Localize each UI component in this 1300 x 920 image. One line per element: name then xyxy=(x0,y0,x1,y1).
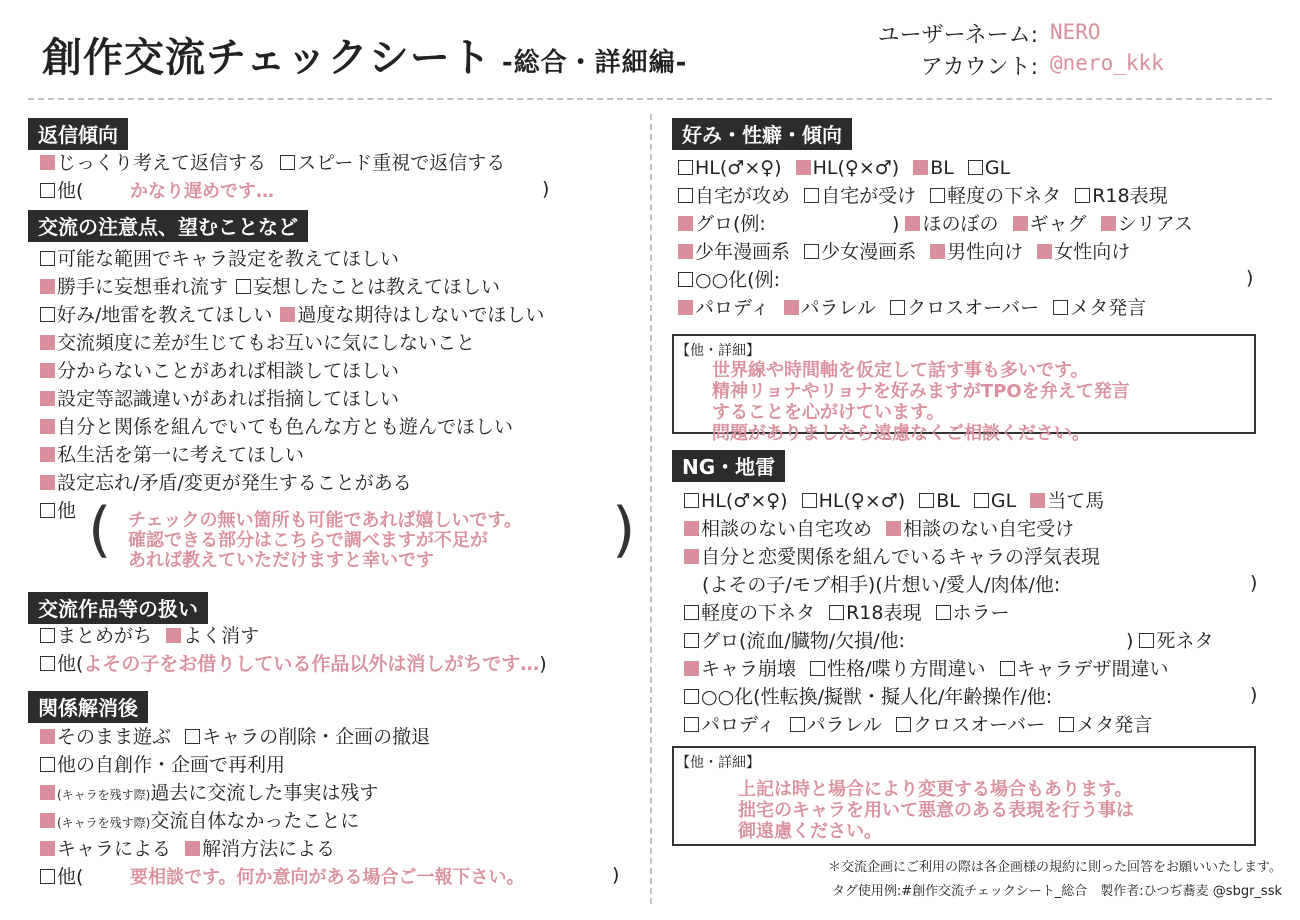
checkbox-checked[interactable] xyxy=(40,729,55,744)
checkbox-checked[interactable] xyxy=(40,841,55,856)
notes-other-line-3: あれば教えていただけますと幸いです xyxy=(128,550,434,571)
reply-other-text: かなり遅めです… xyxy=(130,181,274,202)
prefs-row-4: 少年漫画系 少女漫画系 男性向け 女性向け xyxy=(678,239,1130,265)
checkbox-checked[interactable] xyxy=(684,549,699,564)
checkbox-checked[interactable] xyxy=(40,335,55,350)
checkbox[interactable] xyxy=(185,729,200,744)
list-item: 可能な範囲でキャラ設定を教えてほしい xyxy=(40,246,399,272)
checkbox[interactable] xyxy=(678,160,693,175)
username-value: NERO xyxy=(1050,20,1101,44)
prefs-row-3: グロ(例: xyxy=(678,211,766,237)
checkbox[interactable] xyxy=(678,272,693,287)
notes-close-paren: ) xyxy=(612,495,636,565)
prefs-row-6: パロディ パラレル クロスオーバー メタ発言 xyxy=(678,295,1146,321)
ng-detail-line-3: 御遠慮ください。 xyxy=(738,821,882,842)
ng-row-1: HL(♂×♀) HL(♀×♂) BL GL 当て馬 xyxy=(684,488,1104,514)
list-item: 自分と関係を組んでいても色んな方とも遊んでほしい xyxy=(40,414,513,440)
checkbox[interactable] xyxy=(684,717,699,732)
divider-middle xyxy=(650,114,652,904)
checkbox[interactable] xyxy=(930,188,945,203)
prefs-row-5-close: ) xyxy=(1246,267,1254,289)
list-item: 設定忘れ/矛盾/変更が発生することがある xyxy=(40,470,412,496)
checkbox-checked[interactable] xyxy=(684,661,699,676)
checkbox[interactable] xyxy=(40,183,55,198)
title-main: 創作交流チェックシート xyxy=(42,35,492,81)
username-label: ユーザーネーム: xyxy=(877,23,1038,48)
section-works-title: 交流作品等の扱い xyxy=(28,592,208,624)
checkbox-checked[interactable] xyxy=(40,363,55,378)
checkbox-checked[interactable] xyxy=(913,160,928,175)
prefs-row-1: HL(♂×♀) HL(♀×♂) BL GL xyxy=(678,155,1010,181)
list-item: 設定等認識違いがあれば指摘してほしい xyxy=(40,386,399,412)
checkbox[interactable] xyxy=(810,661,825,676)
checkbox[interactable] xyxy=(678,188,693,203)
checkbox-checked[interactable] xyxy=(185,841,200,856)
checkbox[interactable] xyxy=(40,503,55,518)
ng-row-5: グロ(流血/臓物/欠損/他: xyxy=(684,628,905,654)
checkbox-checked[interactable] xyxy=(40,155,55,170)
checkbox-checked[interactable] xyxy=(678,216,693,231)
ng-row-3: 自分と恋愛関係を組んでいるキャラの浮気表現 xyxy=(684,544,1100,570)
dissolve-row-2: 他の自創作・企画で再利用 xyxy=(40,752,285,778)
checkbox[interactable] xyxy=(40,869,55,884)
checkbox[interactable] xyxy=(1000,661,1015,676)
checkbox[interactable] xyxy=(684,689,699,704)
footer-credit: タグ使用例:#創作交流チェックシート_総合 製作者:ひつぢ蕎麦 @sbgr_ssk xyxy=(831,884,1282,899)
checkbox[interactable] xyxy=(804,188,819,203)
notes-other-line-1: チェックの無い箇所も可能であれば嬉しいです。 xyxy=(128,510,523,531)
footer-note: ＊交流企画にご利用の際は各企画様の規約に則った回答をお願いいたします。 xyxy=(828,860,1282,875)
checkbox[interactable] xyxy=(1139,633,1154,648)
checkbox-checked[interactable] xyxy=(678,300,693,315)
dissolve-row-1: そのまま遊ぶ キャラの削除・企画の撤退 xyxy=(40,724,430,750)
checkbox-checked[interactable] xyxy=(905,216,920,231)
checkbox-checked[interactable] xyxy=(40,447,55,462)
section-reply-title: 返信傾向 xyxy=(28,118,128,150)
list-item: 分からないことがあれば相談してほしい xyxy=(40,358,399,384)
checkbox-checked[interactable] xyxy=(1037,244,1052,259)
checkbox-checked[interactable] xyxy=(678,244,693,259)
reply-close-paren: ) xyxy=(542,178,550,200)
prefs-detail-line-1: 世界線や時間軸を仮定して話す事も多いです。 xyxy=(712,360,1089,381)
ng-row-2: 相談のない自宅攻め 相談のない自宅受け xyxy=(684,516,1074,542)
notes-other-line-2: 確認できる部分はこちらで調べますが不足が xyxy=(128,530,488,551)
checkbox[interactable] xyxy=(936,605,951,620)
checkbox-checked[interactable] xyxy=(40,475,55,490)
reply-row-1: じっくり考えて返信する スピード重視で返信する xyxy=(40,150,505,176)
checkbox-checked[interactable] xyxy=(684,521,699,536)
checkbox-checked[interactable] xyxy=(1013,216,1028,231)
checkbox[interactable] xyxy=(896,717,911,732)
checkbox[interactable] xyxy=(40,757,55,772)
ng-row-8: パロディ パラレル クロスオーバー メタ発言 xyxy=(684,712,1152,738)
reply-row-other: 他( xyxy=(40,178,83,204)
checkbox-checked[interactable] xyxy=(40,785,55,800)
checkbox[interactable] xyxy=(684,605,699,620)
ng-row-6: キャラ崩壊 性格/喋り方間違い キャラデザ間違い xyxy=(684,656,1169,682)
checkbox-checked[interactable] xyxy=(40,419,55,434)
checkbox[interactable] xyxy=(684,633,699,648)
dissolve-row-3: (キャラを残す際)過去に交流した事実は残す xyxy=(40,780,378,806)
checkbox-checked[interactable] xyxy=(1101,216,1116,231)
dissolve-row-5: キャラによる 解消方法による xyxy=(40,836,335,862)
works-row-other: 他(よその子をお借りしている作品以外は消しがちです…) xyxy=(40,651,547,677)
checkbox[interactable] xyxy=(790,717,805,732)
checkbox[interactable] xyxy=(1053,300,1068,315)
dissolve-row-4: (キャラを残す際)交流自体なかったことに xyxy=(40,808,359,834)
section-ng-title: NG・地雷 xyxy=(672,450,785,482)
ng-row-4: 軽度の下ネタ R18表現 ホラー xyxy=(684,600,1010,626)
dissolve-row-other: 他( xyxy=(40,864,83,890)
prefs-row-2: 自宅が攻め 自宅が受け 軽度の下ネタ R18表現 xyxy=(678,183,1168,209)
account-value: @nero_kkk xyxy=(1050,51,1164,75)
ng-detail-line-2: 拙宅のキャラを用いて悪意のある表現を行う事は xyxy=(738,800,1134,821)
ng-row-7: ○○化(性転換/擬獣・擬人化/年齢操作/他: xyxy=(684,684,1052,710)
checkbox[interactable] xyxy=(1075,188,1090,203)
ng-row-5b: ) 死ネタ xyxy=(1126,630,1214,652)
ng-row-3b: (よその子/モブ相手)(片想い/愛人/肉体/他: xyxy=(702,574,1061,596)
checkbox-checked[interactable] xyxy=(784,300,799,315)
section-notes-title: 交流の注意点、望むことなど xyxy=(28,210,308,242)
list-item: 私生活を第一に考えてほしい xyxy=(40,442,304,468)
notes-open-paren: ( xyxy=(88,495,112,565)
prefs-detail-line-2: 精神リョナやリョナを好みますがTPOを弁えて発言 xyxy=(712,381,1130,402)
checkbox[interactable] xyxy=(1059,717,1074,732)
checkbox[interactable] xyxy=(40,251,55,266)
checkbox-checked[interactable] xyxy=(40,813,55,828)
section-prefs-title: 好み・性癖・傾向 xyxy=(672,118,852,150)
section-dissolve-title: 関係解消後 xyxy=(28,691,148,723)
title-sub: -総合・詳細編- xyxy=(501,48,688,78)
checkbox[interactable] xyxy=(890,300,905,315)
prefs-detail-line-3: することを心がけています。 xyxy=(712,402,945,423)
checkbox-checked[interactable] xyxy=(886,521,901,536)
checkbox[interactable] xyxy=(968,160,983,175)
list-item: 好み/地雷を教えてほしい 過度な期待はしないでほしい xyxy=(40,302,544,328)
checkbox-checked[interactable] xyxy=(40,391,55,406)
checkbox[interactable] xyxy=(829,605,844,620)
dissolve-close-paren: ) xyxy=(612,864,620,886)
checkbox[interactable] xyxy=(974,493,989,508)
divider-top xyxy=(28,98,1272,100)
notes-other: 他 xyxy=(40,498,76,524)
checkbox[interactable] xyxy=(40,656,55,671)
checkbox-checked[interactable] xyxy=(280,307,295,322)
ng-detail-label: 【他・詳細】 xyxy=(674,752,762,772)
prefs-detail-label: 【他・詳細】 xyxy=(674,340,762,360)
checkbox[interactable] xyxy=(40,628,55,643)
checkbox[interactable] xyxy=(40,307,55,322)
prefs-row-5: ○○化(例: xyxy=(678,267,780,293)
checkbox[interactable] xyxy=(236,279,251,294)
works-row-1: まとめがち よく消す xyxy=(40,623,259,649)
checkbox-checked[interactable] xyxy=(930,244,945,259)
checkbox[interactable] xyxy=(280,155,295,170)
checkbox[interactable] xyxy=(802,493,817,508)
list-item: 勝手に妄想垂れ流す 妄想したことは教えてほしい xyxy=(40,274,500,300)
prefs-row-3b: ) ほのぼの ギャグ シリアス xyxy=(892,213,1193,235)
page-title xyxy=(42,26,687,83)
checkbox-checked[interactable] xyxy=(166,628,181,643)
ng-detail-line-1: 上記は時と場合により変更する場合もあります。 xyxy=(738,779,1133,800)
ng-row-7-close: ) xyxy=(1250,684,1258,706)
checkbox-checked[interactable] xyxy=(796,160,811,175)
list-item: 交流頻度に差が生じてもお互いに気にしないこと xyxy=(40,330,475,356)
prefs-detail-line-4: 問題がありましたら遠慮なくご相談ください。 xyxy=(712,423,1090,444)
account-label: アカウント: xyxy=(920,55,1038,80)
checkbox-checked[interactable] xyxy=(1030,493,1045,508)
checkbox[interactable] xyxy=(804,244,819,259)
dissolve-other-text: 要相談です。何か意向がある場合ご一報下さい。 xyxy=(130,867,525,888)
ng-row-3-close: ) xyxy=(1250,572,1258,594)
checkbox[interactable] xyxy=(684,493,699,508)
checkbox[interactable] xyxy=(919,493,934,508)
checkbox-checked[interactable] xyxy=(40,279,55,294)
